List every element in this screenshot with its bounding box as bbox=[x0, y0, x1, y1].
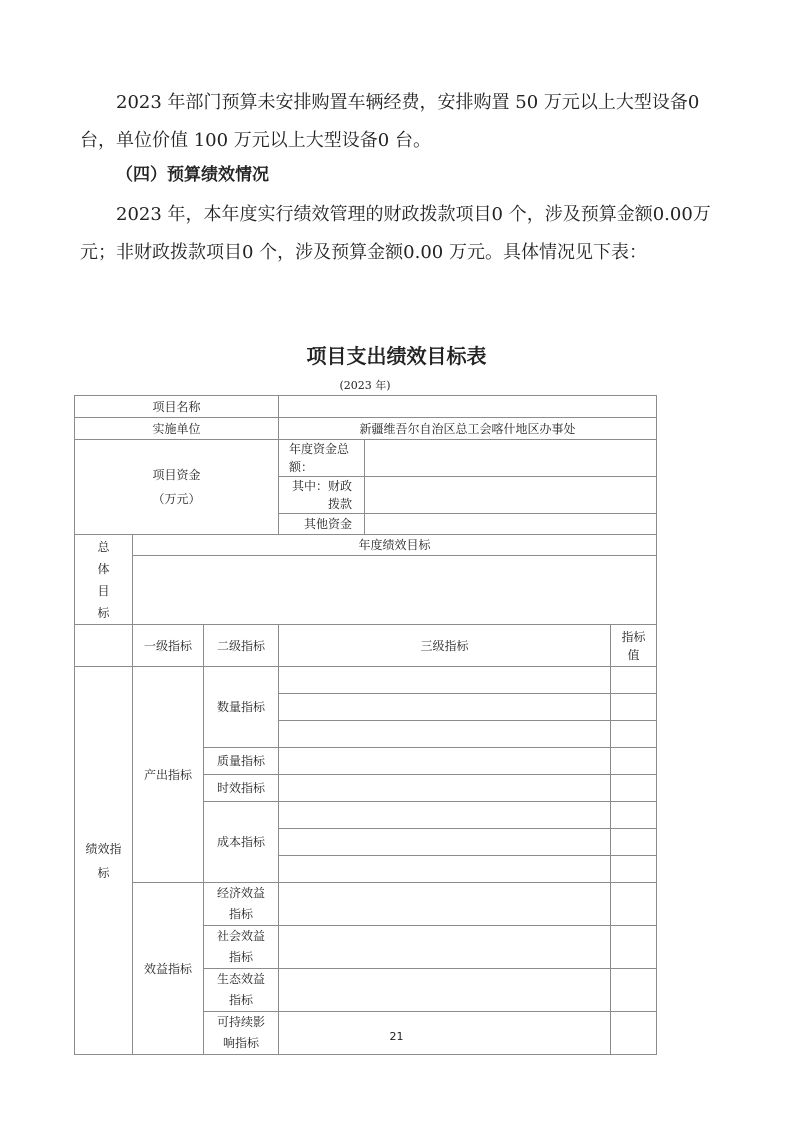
level3-cell bbox=[279, 775, 611, 802]
funds-other-label: 其他资金 bbox=[279, 514, 365, 535]
header-blank bbox=[75, 625, 133, 667]
level3-cell bbox=[279, 721, 611, 748]
value-cell bbox=[611, 856, 657, 883]
economic-line1: 经济效益 bbox=[216, 886, 265, 900]
value-cell bbox=[611, 775, 657, 802]
funds-total-label: 年度资金总额： bbox=[279, 440, 365, 477]
impl-unit-value: 新疆维吾尔自治区总工会喀什地区办事处 bbox=[279, 418, 657, 440]
level3-cell bbox=[279, 802, 611, 829]
social-benefit-indicator bbox=[204, 926, 279, 969]
output-indicator-label: 产出指标 bbox=[133, 667, 204, 883]
eco-line1: 生态效益 bbox=[216, 972, 265, 986]
annual-goal-label: 年度绩效目标 bbox=[133, 535, 657, 556]
value-cell bbox=[611, 694, 657, 721]
level3-cell bbox=[279, 969, 611, 1012]
perf-label-line2: 标 bbox=[97, 865, 110, 880]
overall-goal-label bbox=[75, 535, 133, 625]
paragraph-equipment: 2023 年部门预算未安排购置车辆经费，安排购置 50 万元以上大型设备0台，单位价值 100 万元以上大型设备0 台。 bbox=[80, 92, 700, 151]
quality-indicator: 质量指标 bbox=[204, 748, 279, 775]
overall-goal-char: 体 bbox=[97, 561, 110, 576]
funds-fiscal-value bbox=[365, 477, 657, 514]
level3-cell bbox=[279, 883, 611, 926]
col-level1: 一级指标 bbox=[133, 625, 204, 667]
project-name-label: 项目名称 bbox=[75, 396, 279, 418]
level3-cell bbox=[279, 667, 611, 694]
value-cell bbox=[611, 926, 657, 969]
value-cell bbox=[611, 748, 657, 775]
eco-line2: 指标 bbox=[228, 993, 253, 1007]
sustain-line1: 可持续影 bbox=[216, 1015, 265, 1029]
value-cell bbox=[611, 721, 657, 748]
benefit-indicator-label: 效益指标 bbox=[133, 883, 204, 1055]
value-cell bbox=[611, 883, 657, 926]
annual-goal-value bbox=[133, 556, 657, 625]
col-value-line2: 值 bbox=[627, 647, 640, 662]
col-level3: 三级指标 bbox=[279, 625, 611, 667]
funds-label-line1: 项目资金 bbox=[152, 468, 201, 482]
quantity-indicator: 数量指标 bbox=[204, 667, 279, 748]
social-line2: 指标 bbox=[228, 950, 253, 964]
value-cell bbox=[611, 802, 657, 829]
sustain-line2: 响指标 bbox=[222, 1036, 259, 1050]
funds-other-value bbox=[365, 514, 657, 535]
economic-benefit-indicator bbox=[204, 883, 279, 926]
economic-line2: 指标 bbox=[228, 907, 253, 921]
cost-indicator: 成本指标 bbox=[204, 802, 279, 883]
value-cell bbox=[611, 667, 657, 694]
level3-cell bbox=[279, 926, 611, 969]
funds-fiscal-label: 其中：财政拨款 bbox=[279, 477, 365, 514]
impl-unit-label: 实施单位 bbox=[75, 418, 279, 440]
perf-label-line1: 绩效指 bbox=[85, 841, 122, 856]
social-line1: 社会效益 bbox=[216, 929, 265, 943]
ecological-benefit-indicator bbox=[204, 969, 279, 1012]
col-level2: 二级指标 bbox=[204, 625, 279, 667]
level3-cell bbox=[279, 694, 611, 721]
timeliness-indicator: 时效指标 bbox=[204, 775, 279, 802]
section-heading: （四）预算绩效情况 bbox=[116, 165, 269, 185]
table-year: (2023 年) bbox=[339, 379, 391, 392]
overall-goal-char: 目 bbox=[97, 583, 110, 598]
performance-indicator-label bbox=[75, 667, 133, 1055]
project-name-value bbox=[279, 396, 657, 418]
value-cell bbox=[611, 829, 657, 856]
level3-cell bbox=[279, 829, 611, 856]
overall-goal-char: 总 bbox=[97, 539, 110, 554]
value-cell bbox=[611, 969, 657, 1012]
level3-cell bbox=[279, 748, 611, 775]
funds-label bbox=[75, 440, 279, 535]
funds-total-value bbox=[365, 440, 657, 477]
col-value-line1: 指标 bbox=[621, 629, 646, 644]
funds-label-line2: （万元） bbox=[152, 492, 201, 506]
overall-goal-char: 标 bbox=[97, 605, 110, 620]
paragraph-performance: 2023 年，本年度实行绩效管理的财政拨款项目0 个，涉及预算金额0.00万元；非财政拨款项目0 个，涉及预算金额0.00 万元。具体情况见下表： bbox=[80, 204, 711, 263]
page-number: 21 bbox=[389, 1030, 404, 1043]
level3-cell bbox=[279, 856, 611, 883]
col-value bbox=[611, 625, 657, 667]
performance-target-table bbox=[74, 395, 657, 1055]
table-title: 项目支出绩效目标表 bbox=[306, 344, 487, 368]
